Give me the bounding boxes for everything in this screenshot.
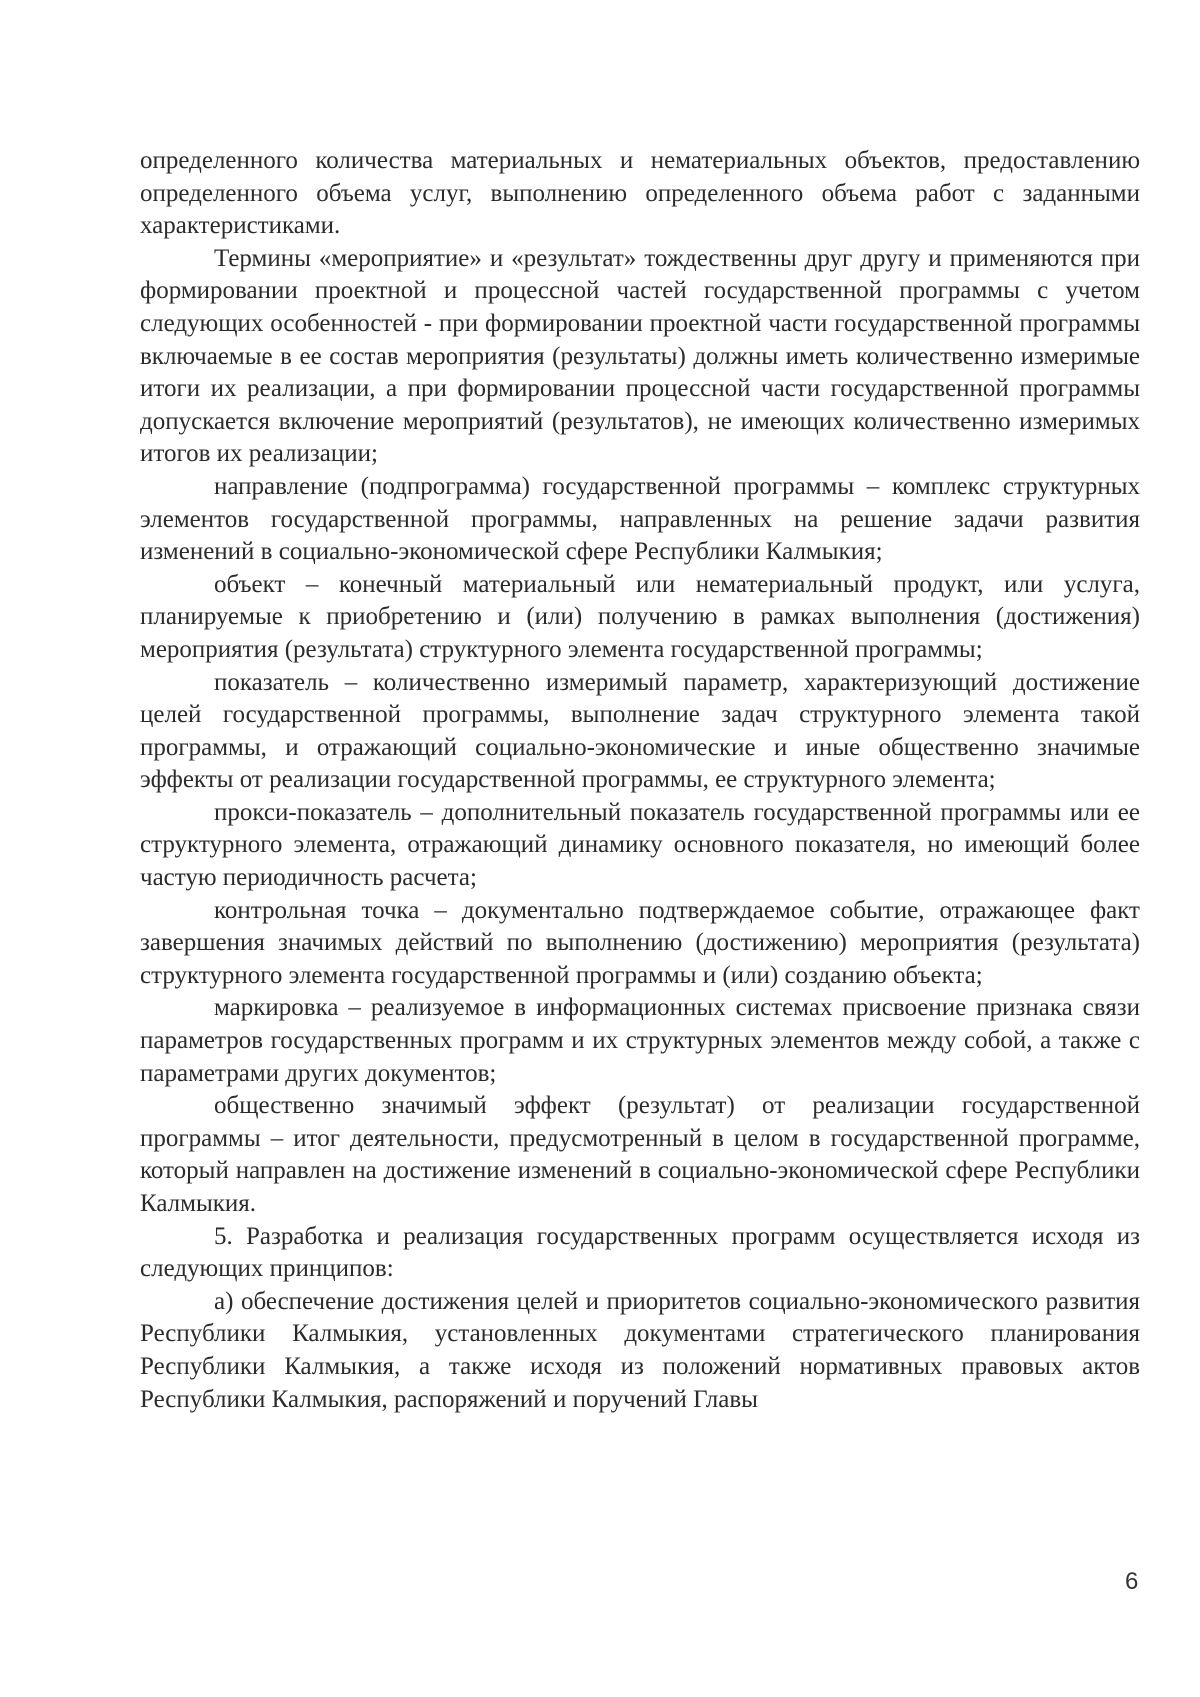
paragraph-continuation: определенного количества материальных и нематериальных объектов, предоставлению определенного объема услуг, выполнению определенного объема работ с заданными характеристиками. bbox=[140, 147, 1140, 240]
paragraph-direction-definition: направление (подпрограмма) государственной программы – комплекс структурных элементов государственной программы, направленных на решение задачи развития изменений в социально-экономической сфере Республики Калмыкия; bbox=[140, 472, 1140, 566]
paragraph-item-5: 5. Разработка и реализация государственных программ осуществляется исходя из следующих принципов: bbox=[140, 1222, 1140, 1283]
document-body bbox=[140, 145, 1140, 1416]
paragraph-marking-definition: маркировка – реализуемое в информационных системах присвоение признака связи параметров государственных программ и их структурных элементов между собой, а также с параметрами других документов; bbox=[140, 994, 1140, 1087]
paragraph-indicator-definition: показатель – количественно измеримый параметр, характеризующий достижение целей государственной программы, выполнение задач структурного элемента такой программы, и отражающий социально-экономические и иные общественно значимые эффекты от реализации государственной программы, ее структурного элемента; bbox=[140, 668, 1140, 794]
paragraph-social-effect-definition: общественно значимый эффект (результат) от реализации государственной программы – итог деятельности, предусмотренный в целом в государственной программе, который направлен на достижение изменений в социально-экономической сфере Республики Калмыкия. bbox=[140, 1092, 1140, 1217]
paragraph-item-5a: а) обеспечение достижения целей и приоритетов социально-экономического развития Республики Калмыкия, установленных документами стратегического планирования Республики Калмыкия, а также исходя из положений нормативных правовых актов Республики Калмыкия, распоряжений и поручений Главы bbox=[140, 1287, 1140, 1413]
paragraph-object-definition: объект – конечный материальный или нематериальный продукт, или услуга, планируемые к приобретению и (или) получению в рамках выполнения (достижения) мероприятия (результата) структурного элемента государственной программы; bbox=[140, 570, 1140, 663]
paragraph-proxy-indicator-definition: прокси-показатель – дополнительный показатель государственной программы или ее структурного элемента, отражающий динамику основного показателя, но имеющий более частую периодичность расчета; bbox=[140, 798, 1140, 892]
paragraph-checkpoint-definition: контрольная точка – документально подтверждаемое событие, отражающее факт завершения значимых действий по выполнению (достижению) мероприятия (результата) структурного элемента государственной программы и (или) созданию объекта; bbox=[140, 896, 1140, 989]
page-number: 6 bbox=[1125, 1568, 1139, 1595]
paragraph-terms-definition: Термины «мероприятие» и «результат» тождественны друг другу и применяются при формировании проектной и процессной частей государственной программы с учетом следующих особенностей - при формировании проектной части государственной программы включаемые в ее состав мероприятия (результаты) должны иметь количественно измеримые итоги их реализации, а при формировании процессной части государственной программы допускается включение мероприятий (результатов), не имеющих количественно измеримых итогов их реализации; bbox=[140, 244, 1140, 468]
